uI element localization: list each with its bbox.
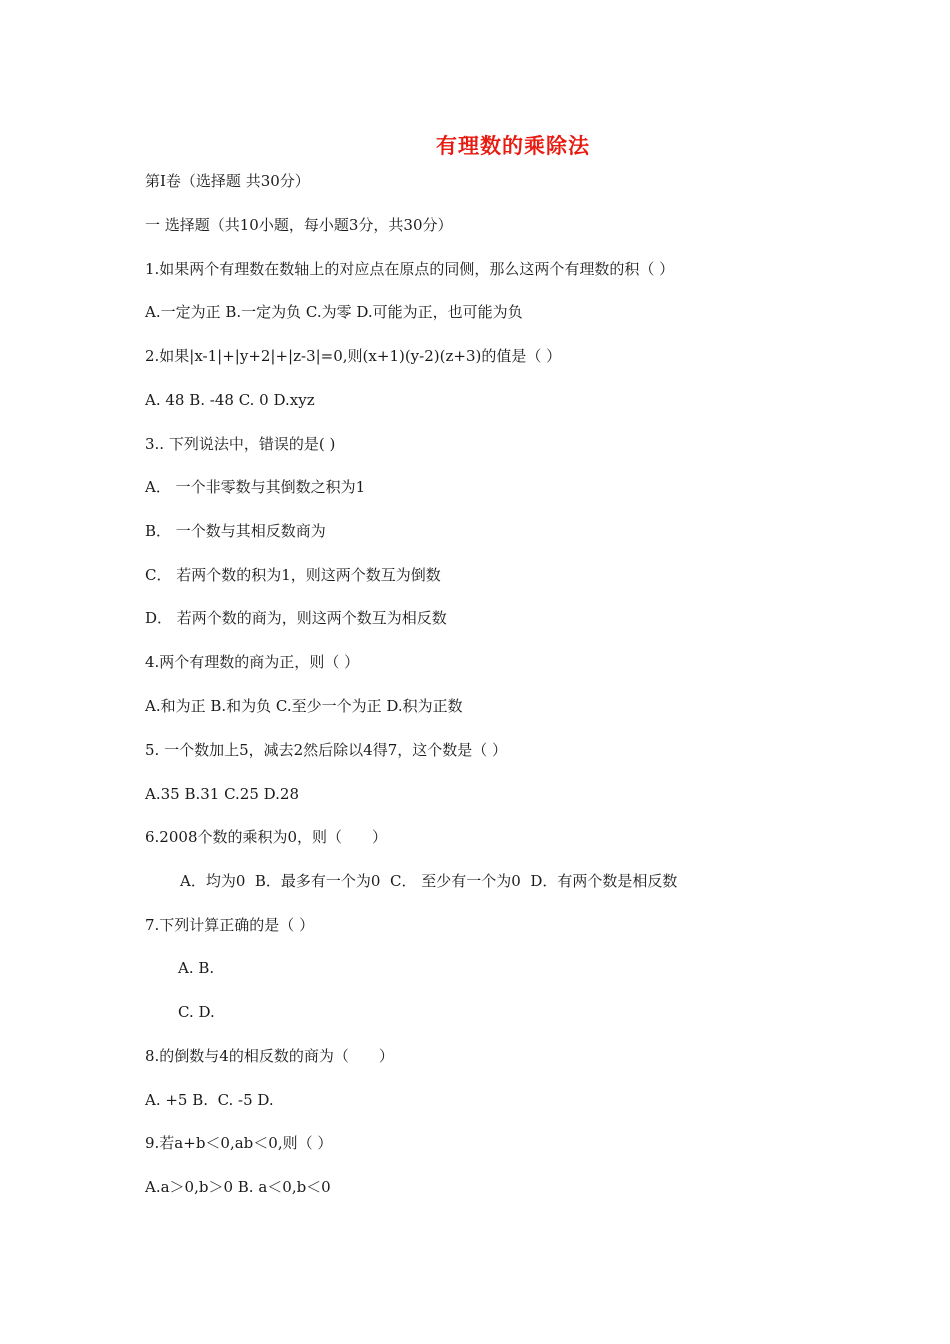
question-1-stem: 1.如果两个有理数在数轴上的对应点在原点的同侧，那么这两个有理数的积（ ） xyxy=(145,260,675,278)
question-2-options: A. 48 B. -48 C. 0 D.xyz xyxy=(145,391,315,409)
question-6-stem: 6.2008个数的乘积为0，则（ ） xyxy=(145,828,388,846)
question-8-options: A. +5 B. C. -5 D. xyxy=(145,1091,274,1109)
question-3-option-a: A． 一个非零数与其倒数之积为1 xyxy=(145,478,366,496)
question-7-options-ab: A. B. xyxy=(178,959,215,977)
question-3-stem: 3.. 下列说法中，错误的是( ) xyxy=(145,435,336,453)
question-4-stem: 4.两个有理数的商为正，则（ ） xyxy=(145,653,360,671)
question-8-stem: 8.的倒数与4的相反数的商为（ ） xyxy=(145,1047,394,1065)
question-9-stem: 9.若a+b＜0,ab＜0,则（ ） xyxy=(145,1134,333,1152)
document-title: 有理数的乘除法 xyxy=(436,134,590,158)
question-7-options-cd: C. D. xyxy=(178,1003,215,1021)
question-3-option-c: C． 若两个数的积为1，则这两个数互为倒数 xyxy=(145,566,441,584)
question-1-options: A.一定为正 B.一定为负 C.为零 D.可能为正，也可能为负 xyxy=(145,303,523,321)
question-9-options: A.a＞0,b＞0 B. a＜0,b＜0 xyxy=(145,1178,331,1196)
question-3-option-d: D． 若两个数的商为，则这两个数互为相反数 xyxy=(145,609,447,627)
question-4-options: A.和为正 B.和为负 C.至少一个为正 D.积为正数 xyxy=(145,697,463,715)
part-header: 一 选择题（共10小题，每小题3分，共30分） xyxy=(145,216,453,234)
question-7-stem: 7.下列计算正确的是（ ） xyxy=(145,916,315,934)
question-6-options: A．均为0 B．最多有一个为0 C． 至少有一个为0 D．有两个数是相反数 xyxy=(180,872,678,890)
question-2-stem: 2.如果|x-1|+|y+2|+|z-3|=0,则(x+1)(y-2)(z+3)的值是（ ） xyxy=(145,347,562,365)
question-3-option-b: B． 一个数与其相反数商为 xyxy=(145,522,326,540)
question-5-options: A.35 B.31 C.25 D.28 xyxy=(145,785,300,803)
section-header: 第Ⅰ卷（选择题 共30分） xyxy=(145,172,310,190)
question-5-stem: 5. 一个数加上5，减去2然后除以4得7，这个数是（ ） xyxy=(145,741,508,759)
